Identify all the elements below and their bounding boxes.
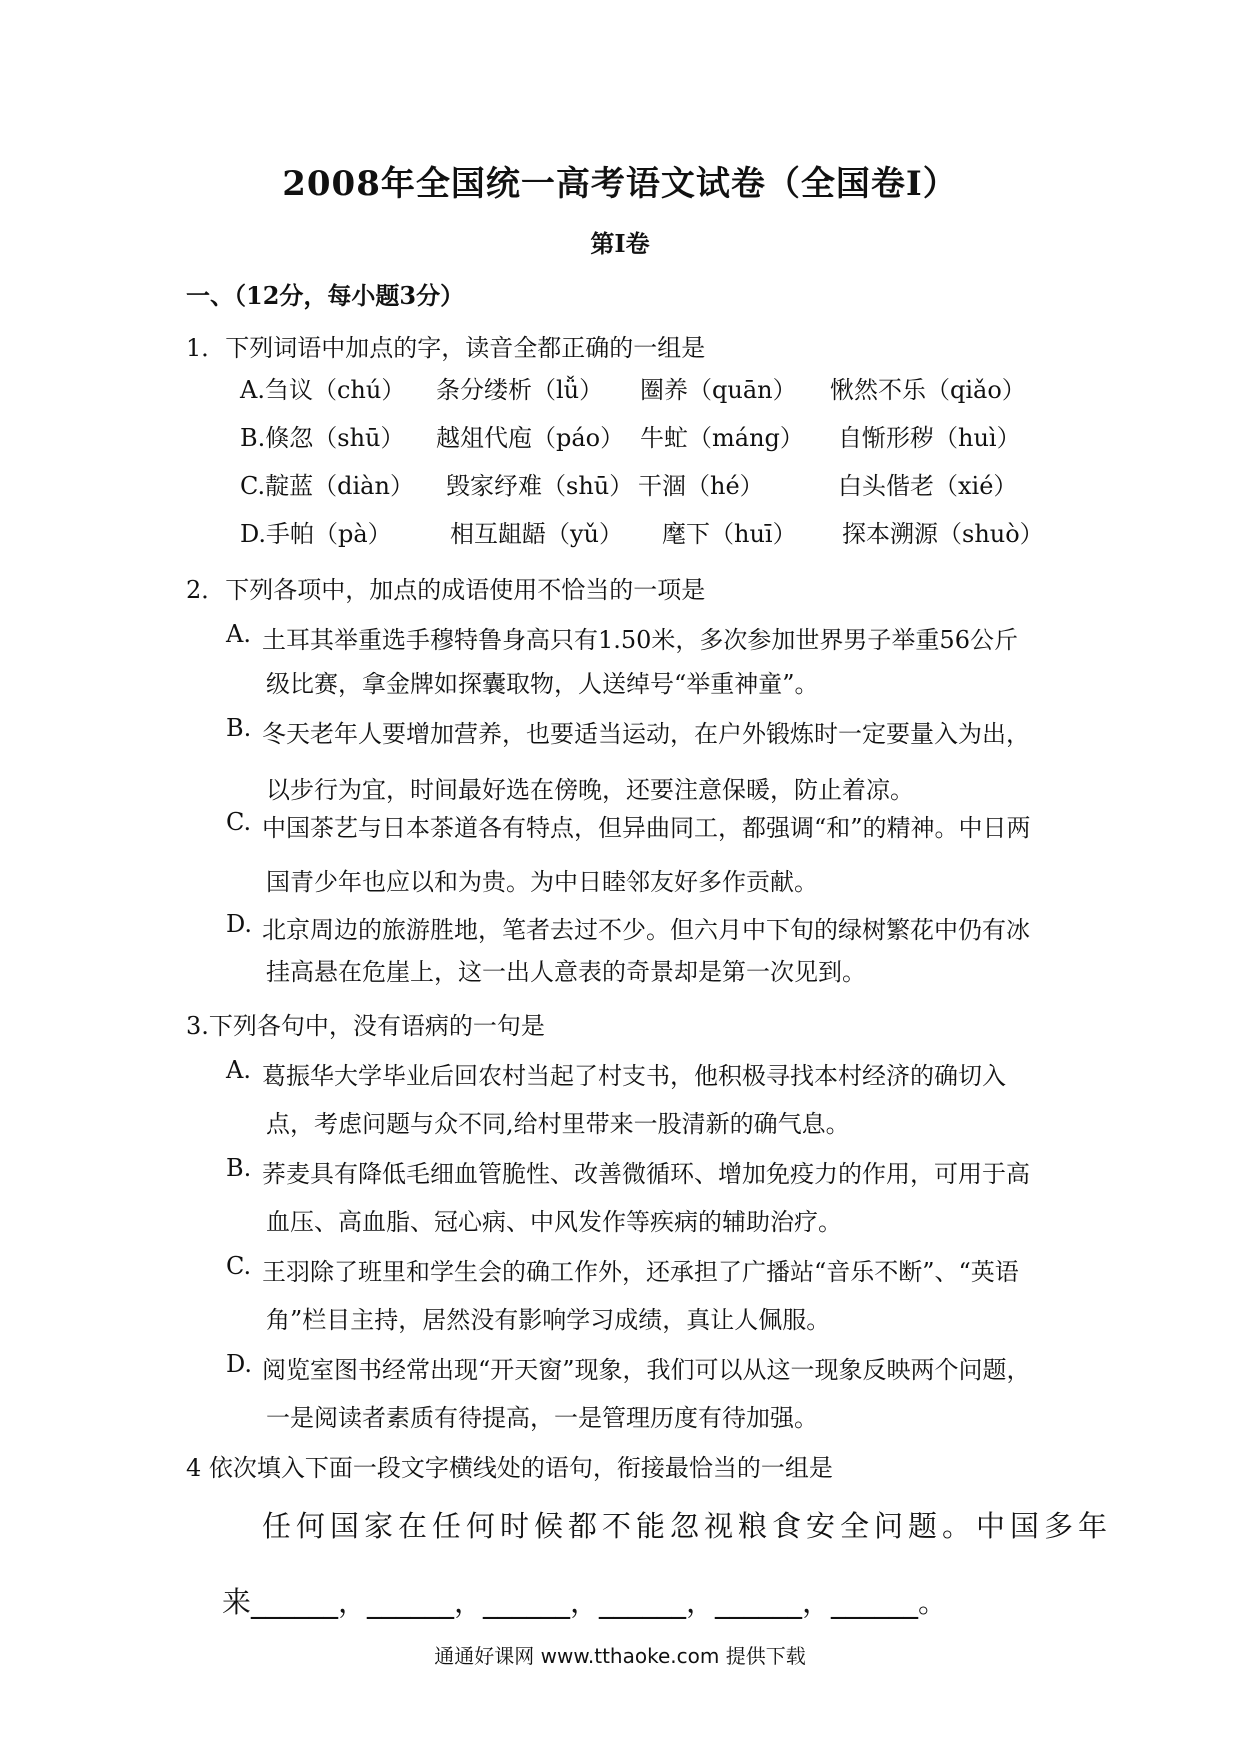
question-4-stem: 4 依次填入下面一段文字横线处的语句，衔接最恰当的一组是	[186, 1454, 833, 1482]
q1-d-item-1: D.手帕（pà）	[240, 520, 392, 548]
option-line-2: 角”栏目主持，居然没有影响学习成绩，真让人佩服。	[266, 1306, 831, 1334]
q1-row-b	[240, 418, 1060, 454]
question-2-stem: 2．下列各项中，加点的成语使用不恰当的一项是	[186, 576, 706, 604]
option-line-1: 荞麦具有降低毛细血管脆性、改善微循环、增加免疫力的作用，可用于高	[262, 1160, 1030, 1188]
question-1-stem: 1．下列词语中加点的字，读音全都正确的一组是	[186, 334, 706, 362]
section-header: 一、（12分，每小题3分）	[186, 281, 465, 310]
option-line-2: 挂高悬在危崖上，这一出人意表的奇景却是第一次见到。	[266, 958, 866, 986]
option-label: D.	[226, 1350, 253, 1378]
q1-d-item-2: 相互龃龉（yǔ）	[450, 520, 624, 548]
q1-b-item-4: 自惭形秽（huì）	[838, 424, 1021, 452]
option-line-1: 北京周边的旅游胜地，笔者去过不少。但六月中下旬的绿树繁花中仍有冰	[262, 916, 1030, 944]
option-line-2: 级比赛，拿金牌如探囊取物，人送绰号“举重神童”。	[266, 670, 819, 698]
option-line-2: 以步行为宜，时间最好选在傍晚，还要注意保暖，防止着凉。	[266, 776, 914, 804]
volume-label: 第I卷	[590, 229, 650, 258]
q1-c-item-3: 干涸（hé）	[638, 472, 764, 500]
option-line-2: 血压、高血脂、冠心病、中风发作等疾病的辅助治疗。	[266, 1208, 842, 1236]
q1-c-item-4: 白头偕老（xié）	[838, 472, 1018, 500]
q1-b-item-2: 越俎代庖（páo）	[436, 424, 625, 452]
option-line-2: 国青少年也应以和为贵。为中日睦邻友好多作贡献。	[266, 868, 818, 896]
option-line-2: 一是阅读者素质有待提高，一是管理历度有待加强。	[266, 1404, 818, 1432]
q1-d-item-3: 麾下（huī）	[662, 520, 797, 548]
option-line-1: 中国茶艺与日本茶道各有特点，但异曲同工，都强调“和”的精神。中日两	[262, 814, 1031, 842]
q1-a-item-4: 愀然不乐（qiǎo）	[830, 376, 1026, 404]
q1-c-item-2: 毁家纾难（shū）	[446, 472, 634, 500]
q1-a-item-3: 圈养（quān）	[640, 376, 797, 404]
q1-a-item-1: A.刍议（chú）	[240, 376, 406, 404]
option-line-1: 冬天老年人要增加营养，也要适当运动，在户外锻炼时一定要量入为出，	[262, 720, 1030, 748]
option-line-2: 点，考虑问题与众不同,给村里带来一股清新的确气息。	[266, 1110, 850, 1138]
option-line-1: 王羽除了班里和学生会的确工作外，还承担了广播站“音乐不断”、“英语	[262, 1258, 1019, 1286]
q1-d-item-4: 探本溯源（shuò）	[842, 520, 1044, 548]
question-3-stem: 3.下列各句中，没有语病的一句是	[186, 1012, 545, 1040]
exam-title: 2008年全国统一高考语文试卷（全国卷I）	[282, 164, 958, 204]
q4-passage-line-1: 任何国家在任何时候都不能忽视粮食安全问题。中国多年	[262, 1509, 1113, 1543]
option-label: C.	[226, 1252, 252, 1280]
q1-c-item-1: C.靛蓝（diàn）	[240, 472, 414, 500]
option-label: B.	[226, 714, 252, 742]
q1-a-item-2: 条分缕析（lǚ）	[436, 376, 604, 404]
option-label: B.	[226, 1154, 252, 1182]
option-line-1: 土耳其举重选手穆特鲁身高只有1.50米，多次参加世界男子举重56公斤	[262, 626, 1018, 654]
q1-b-item-3: 牛虻（máng）	[640, 424, 804, 452]
download-footer: 通通好课网 www.tthaoke.com 提供下载	[434, 1644, 806, 1668]
option-line-1: 阅览室图书经常出现“开天窗”现象，我们可以从这一现象反映两个问题，	[262, 1356, 1031, 1384]
option-label: D.	[226, 910, 253, 938]
q1-row-a	[240, 370, 1060, 406]
option-label: A.	[226, 620, 251, 648]
q1-row-d	[240, 514, 1060, 550]
q4-blank-line: 来______，______，______，______，______，______。	[222, 1585, 948, 1619]
option-label: C.	[226, 808, 252, 836]
q1-row-c	[240, 466, 1060, 502]
q1-b-item-1: B.倏忽（shū）	[240, 424, 405, 452]
option-label: A.	[226, 1056, 251, 1084]
option-line-1: 葛振华大学毕业后回农村当起了村支书，他积极寻找本村经济的确切入	[262, 1062, 1006, 1090]
